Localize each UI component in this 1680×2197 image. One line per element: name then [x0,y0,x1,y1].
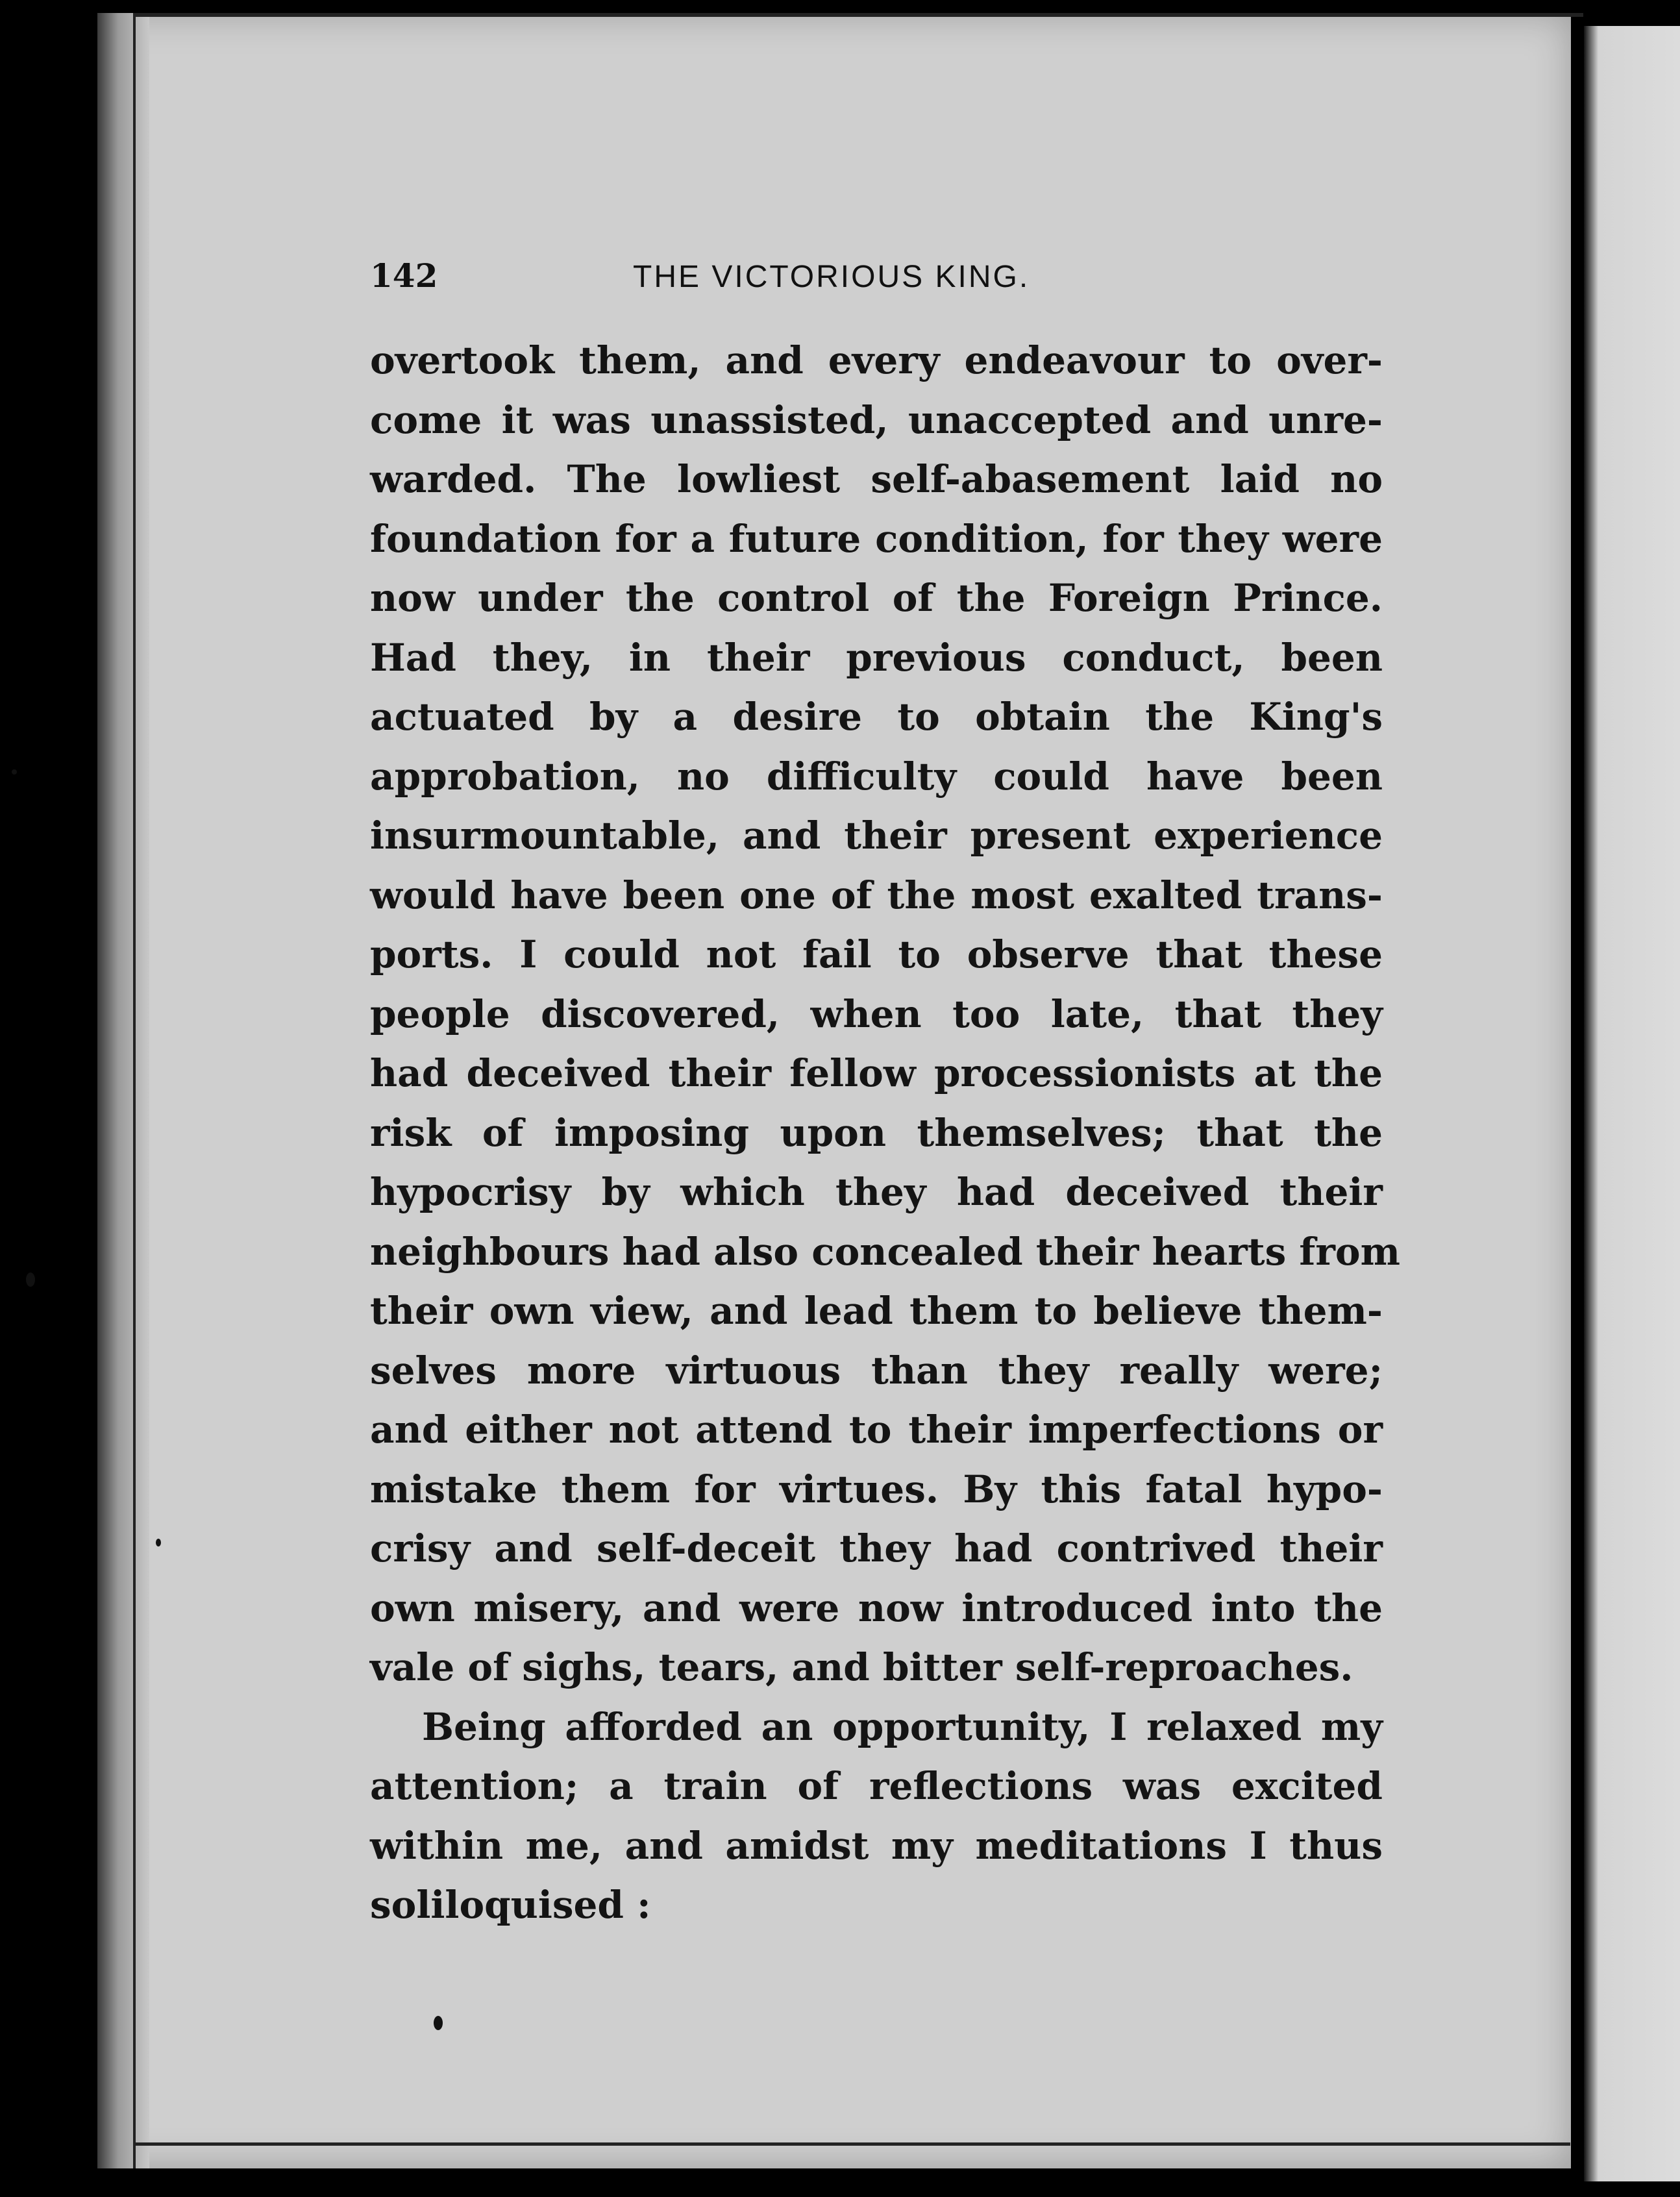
text-line: come it was unassisted, unaccepted and unre- [370,397,1383,442]
next-page-edge [1584,26,1680,2181]
text-line: neighbours had also concealed their hearts from [370,1229,1400,1274]
text-line: foundation for a future condition, for they were [370,516,1383,561]
text-line: approbation, no difficulty could have been [370,754,1383,799]
page-gutter-shadow [97,13,149,2168]
text-line: mistake them for virtues. By this fatal hypo- [370,1467,1383,1511]
text-line: had deceived their fellow processionists at the [370,1051,1383,1095]
text-line: would have been one of the most exalted trans- [370,873,1383,917]
text-line: within me, and amidst my meditations I thus [370,1823,1383,1868]
text-line: their own view, and lead them to believe them- [370,1289,1383,1333]
text-line: overtook them, and every endeavour to over- [370,338,1383,382]
text-line: insurmountable, and their present experience [370,813,1383,858]
scan-speck [156,1539,161,1546]
text-line: actuated by a desire to obtain the King's [370,695,1383,739]
page-left-border [133,13,136,2168]
text-line: own misery, and were now introduced into the [370,1585,1383,1630]
text-line: ports. I could not fail to observe that these [370,932,1383,976]
text-line: Had they, in their previous conduct, been [370,635,1383,680]
page-bottom-border [136,2142,1570,2146]
text-line: warded. The lowliest self-abasement laid no [370,457,1383,501]
text-line: crisy and self-deceit they had contrived their [370,1526,1383,1570]
text-line: people discovered, when too late, that they [370,991,1383,1036]
text-line: Being afforded an opportunity, I relaxed my [422,1704,1383,1749]
text-line: now under the control of the Foreign Prince. [370,576,1383,620]
text-line: risk of imposing upon themselves; that the [370,1110,1383,1155]
text-line: soliloquised : [370,1883,651,1927]
scan-speck [26,1272,35,1287]
page-number: 142 [370,256,438,295]
text-line: attention; a train of reflections was excited [370,1764,1383,1808]
running-head [370,256,1474,302]
scan-speck [434,2016,443,2030]
text-line: and either not attend to their imperfections or [370,1408,1383,1452]
text-line: hypocrisy by which they had deceived their [370,1170,1383,1214]
text-line: selves more virtuous than they really were; [370,1348,1383,1393]
running-title: THE VICTORIOUS KING. [633,260,1030,294]
scan-speck [12,769,17,775]
text-line: vale of sighs, tears, and bitter self-reproaches. [370,1645,1353,1689]
page-top-border [136,13,1583,17]
body-text [370,331,1400,1935]
